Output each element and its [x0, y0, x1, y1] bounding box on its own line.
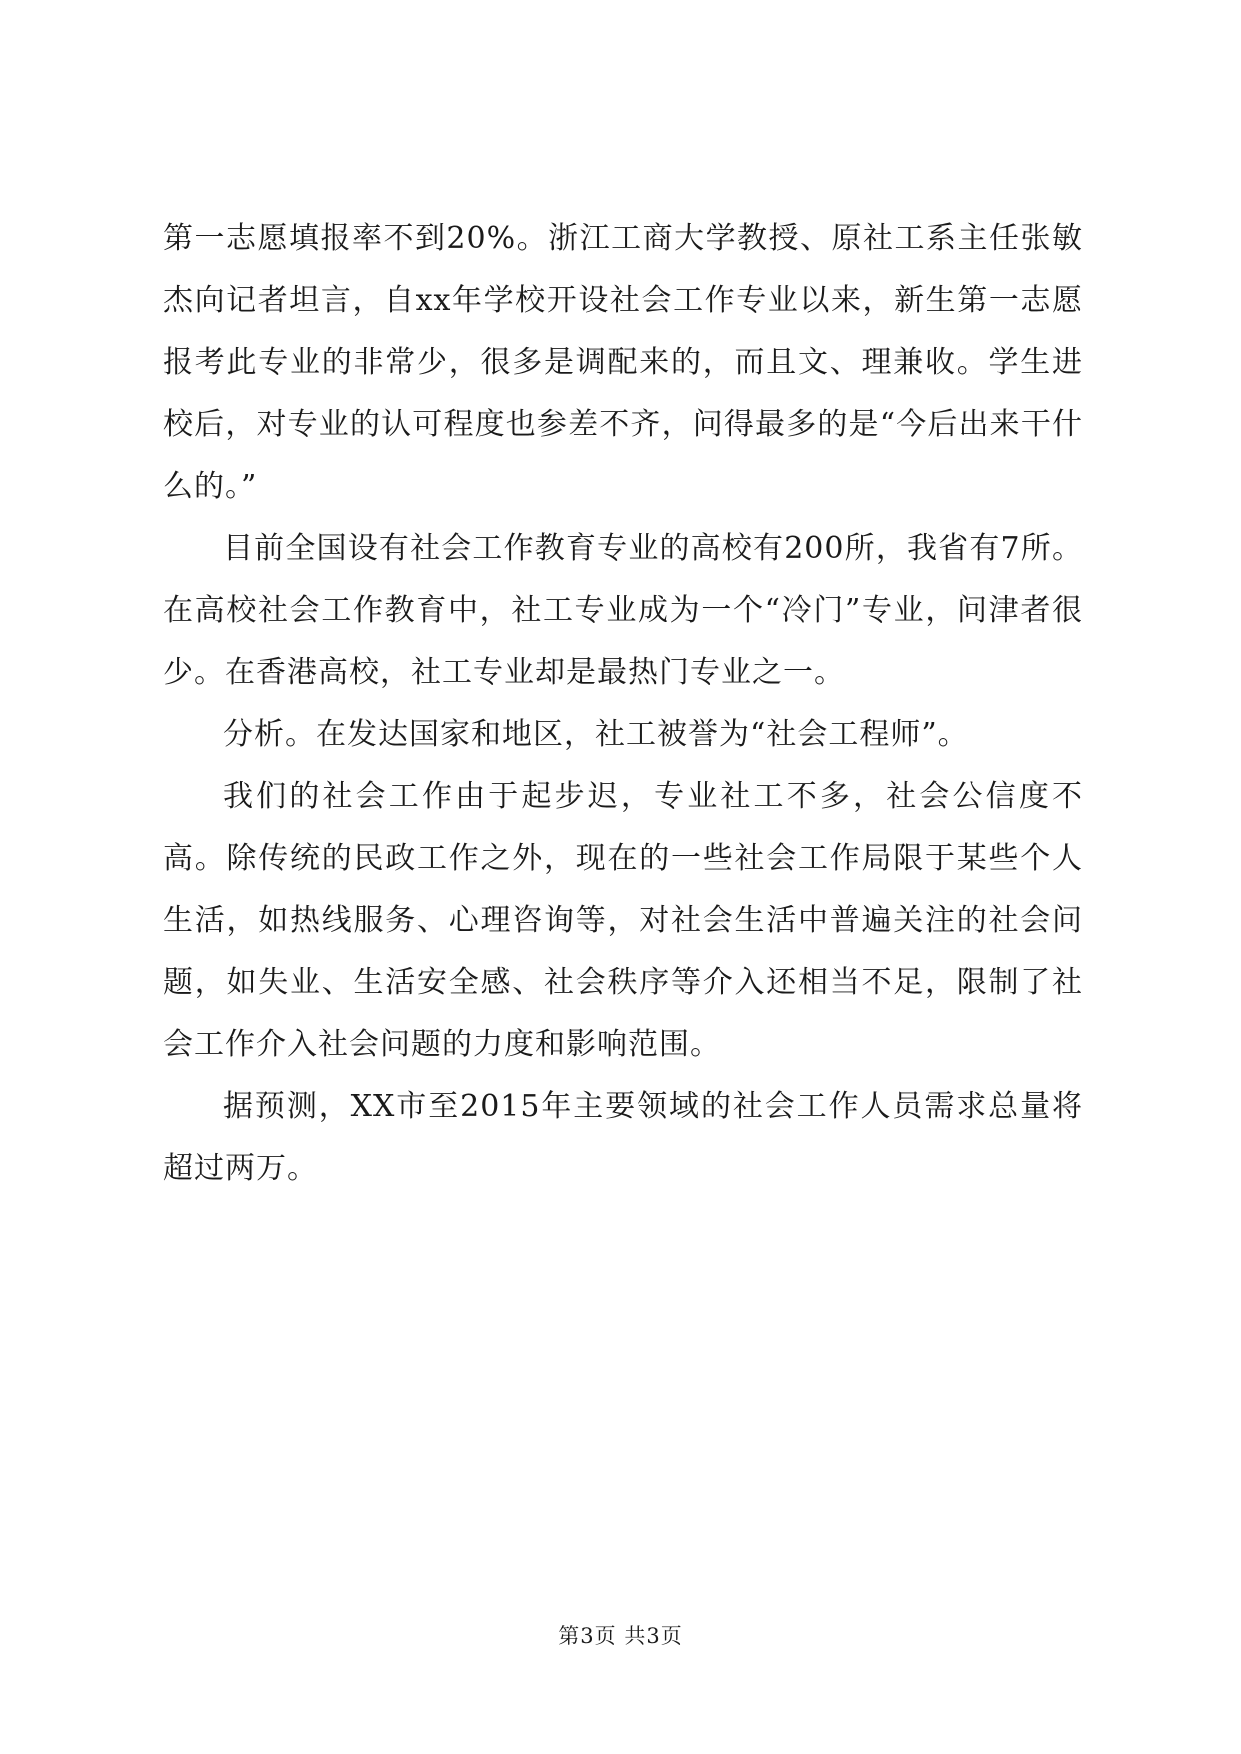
paragraph-3: 分析。在发达国家和地区，社工被誉为“社会工程师”。	[223, 717, 969, 752]
page-number-footer: 第3页 共3页	[558, 1624, 683, 1648]
document-body	[163, 208, 1083, 1200]
paragraph-5: 据预测，XX市至2015年主要领域的社会工作人员需求总量将超过两万。	[163, 1089, 1083, 1186]
paragraph-1: 第一志愿填报率不到20%。浙江工商大学教授、原社工系主任张敏杰向记者坦言，自xx年学校开设社会工作专业以来，新生第一志愿报考此专业的非常少，很多是调配来的，而且文、理兼收。学生进校后，对专业的认可程度也参差不齐，问得最多的是“今后出来干什么的。”	[163, 221, 1083, 504]
paragraph-4: 我们的社会工作由于起步迟，专业社工不多，社会公信度不高。除传统的民政工作之外，现在的一些社会工作局限于某些个人生活，如热线服务、心理咨询等，对社会生活中普遍关注的社会问题，如失业、生活安全感、社会秩序等介入还相当不足，限制了社会工作介入社会问题的力度和影响范围。	[163, 779, 1083, 1062]
paragraph-2: 目前全国设有社会工作教育专业的高校有200所，我省有7所。在高校社会工作教育中，社工专业成为一个“冷门”专业，问津者很少。在香港高校，社工专业却是最热门专业之一。	[163, 531, 1083, 690]
